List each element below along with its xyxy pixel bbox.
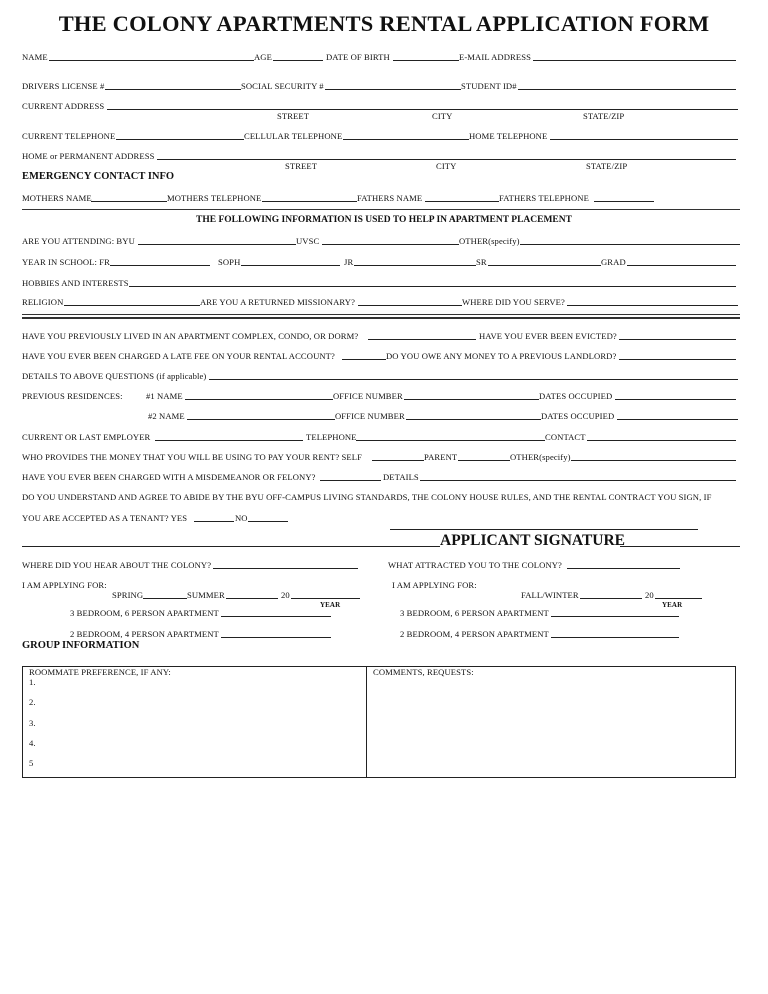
year-grad-field[interactable] — [627, 265, 736, 266]
home-city-caption: CITY — [436, 161, 457, 171]
summer-field[interactable] — [226, 598, 278, 599]
year-grad-label: GRAD — [601, 257, 626, 267]
right-3bed-label: 3 BEDROOM, 6 PERSON APARTMENT — [400, 608, 549, 618]
year-jr-field[interactable] — [354, 265, 476, 266]
drivers-license-label: DRIVERS LICENSE # — [22, 81, 105, 91]
owe-field[interactable] — [619, 359, 736, 360]
home-address-label: HOME or PERMANENT ADDRESS — [22, 151, 155, 161]
employer-phone-field[interactable] — [356, 440, 545, 441]
year-fr-field[interactable] — [110, 265, 210, 266]
residence2-name-label: #2 NAME — [148, 411, 185, 421]
rent-self-field[interactable] — [372, 460, 424, 461]
agreement-text: DO YOU UNDERSTAND AND AGREE TO ABIDE BY THE BYU OFF-CAMPUS LIVING STANDARDS, THE COLONY HOUSE RULES, AND THE RENTAL CONTRACT YOU SIGN, IF — [22, 492, 712, 502]
missionary-label: ARE YOU A RETURNED MISSIONARY? — [200, 297, 355, 307]
signature-line-upper[interactable] — [390, 529, 698, 530]
current-phone-label: CURRENT TELEPHONE — [22, 131, 116, 141]
hobbies-field[interactable] — [129, 286, 736, 287]
home-street-caption: STREET — [285, 161, 318, 171]
current-phone-field[interactable] — [116, 139, 244, 140]
divider — [22, 314, 740, 315]
comments-label: COMMENTS, REQUESTS: — [373, 667, 474, 677]
applying-right-label: I AM APPLYING FOR: — [392, 580, 477, 590]
rent-other-field[interactable] — [571, 460, 736, 461]
home-phone-field[interactable] — [550, 139, 738, 140]
summer-label: SUMMER — [187, 590, 225, 600]
email-field[interactable] — [533, 60, 736, 61]
year-jr-label: JR — [344, 257, 354, 267]
fallwinter-label: FALL/WINTER — [521, 590, 579, 600]
mothers-phone-field[interactable] — [262, 201, 357, 202]
left-3bed-label: 3 BEDROOM, 6 PERSON APARTMENT — [70, 608, 219, 618]
mothers-name-field[interactable] — [91, 201, 167, 202]
hear-label: WHERE DID YOU HEAR ABOUT THE COLONY? — [22, 560, 212, 570]
uvsc-field[interactable] — [322, 244, 459, 245]
residence2-dates-label: DATES OCCUPIED — [541, 411, 615, 421]
divider — [22, 209, 740, 210]
fathers-phone-field[interactable] — [594, 201, 654, 202]
form-title: THE COLONY APARTMENTS RENTAL APPLICATION FORM — [58, 11, 710, 36]
dob-label: DATE OF BIRTH — [326, 52, 390, 62]
left-year-prefix: 20 — [281, 590, 290, 600]
employer-contact-label: CONTACT — [545, 432, 586, 442]
fallwinter-field[interactable] — [580, 598, 642, 599]
felony-details-field[interactable] — [420, 480, 736, 481]
other-school-field[interactable] — [520, 244, 740, 245]
roommate-4[interactable]: 4. — [29, 738, 36, 748]
religion-field[interactable] — [64, 305, 200, 306]
mothers-name-label: MOTHERS NAME — [22, 193, 92, 203]
residence1-dates-label: DATES OCCUPIED — [539, 391, 613, 401]
current-street-caption: STREET — [277, 111, 310, 121]
fathers-name-field[interactable] — [425, 201, 499, 202]
residence1-office-label: OFFICE NUMBER — [333, 391, 403, 401]
employer-phone-label: TELEPHONE — [306, 432, 357, 442]
late-fee-field[interactable] — [342, 359, 386, 360]
residence2-name-field[interactable] — [187, 419, 335, 420]
applicant-signature-label: APPLICANT SIGNATURE — [440, 532, 626, 549]
left-year-field[interactable] — [291, 598, 360, 599]
student-id-field[interactable] — [518, 89, 736, 90]
residence2-dates-field[interactable] — [617, 419, 738, 420]
roommate-5[interactable]: 5 — [29, 758, 34, 768]
residence1-office-field[interactable] — [404, 399, 539, 400]
employer-contact-field[interactable] — [587, 440, 736, 441]
rent-parent-label: PARENT — [424, 452, 458, 462]
residence2-office-field[interactable] — [406, 419, 541, 420]
serve-label: WHERE DID YOU SERVE? — [462, 297, 565, 307]
byu-field[interactable] — [138, 244, 296, 245]
felony-details-label: DETAILS — [383, 472, 419, 482]
hear-field[interactable] — [213, 568, 358, 569]
right-3bed-field[interactable] — [551, 616, 679, 617]
spring-field[interactable] — [143, 598, 187, 599]
evicted-label: HAVE YOU EVER BEEN EVICTED? — [479, 331, 617, 341]
late-fee-label: HAVE YOU EVER BEEN CHARGED A LATE FEE ON YOUR RENTAL ACCOUNT? — [22, 351, 335, 361]
current-address-field[interactable] — [107, 109, 738, 110]
residences-label: PREVIOUS RESIDENCES: — [22, 391, 123, 401]
right-year-field[interactable] — [655, 598, 702, 599]
email-label: E-MAIL ADDRESS — [459, 52, 531, 62]
right-2bed-field[interactable] — [551, 637, 679, 638]
spring-label: SPRING — [112, 590, 144, 600]
roommate-label: ROOMMATE PREFERENCE, IF ANY: — [29, 667, 171, 677]
home-address-field[interactable] — [157, 159, 736, 160]
age-label: AGE — [254, 52, 272, 62]
serve-field[interactable] — [567, 305, 738, 306]
name-label: NAME — [22, 52, 48, 62]
divider-thick — [22, 317, 740, 319]
felony-label: HAVE YOU EVER BEEN CHARGED WITH A MISDEMEANOR OR FELONY? — [22, 472, 316, 482]
group-heading: GROUP INFORMATION — [22, 640, 140, 651]
right-year-prefix: 20 — [645, 590, 654, 600]
attracted-field[interactable] — [567, 568, 680, 569]
cell-phone-field[interactable] — [343, 139, 469, 140]
evicted-field[interactable] — [619, 339, 736, 340]
roommate-2[interactable]: 2. — [29, 697, 36, 707]
left-3bed-field[interactable] — [221, 616, 331, 617]
fathers-phone-label: FATHERS TELEPHONE — [499, 193, 589, 203]
current-statezip-caption: STATE/ZIP — [583, 111, 625, 121]
signature-line[interactable] — [22, 546, 440, 547]
dob-field[interactable] — [393, 60, 459, 61]
details-field[interactable] — [209, 379, 738, 380]
details-label: DETAILS TO ABOVE QUESTIONS (if applicable) — [22, 371, 207, 381]
employer-field[interactable] — [155, 440, 303, 441]
left-2bed-label: 2 BEDROOM, 4 PERSON APARTMENT — [70, 629, 219, 639]
right-year-caption: YEAR — [662, 601, 683, 609]
placement-heading: THE FOLLOWING INFORMATION IS USED TO HELP IN APARTMENT PLACEMENT — [196, 215, 572, 225]
drivers-license-field[interactable] — [105, 89, 241, 90]
student-id-label: STUDENT ID# — [461, 81, 517, 91]
rent-label: WHO PROVIDES THE MONEY THAT YOU WILL BE USING TO PAY YOUR RENT? SELF — [22, 452, 362, 462]
left-2bed-field[interactable] — [221, 637, 331, 638]
residence1-name-field[interactable] — [185, 399, 333, 400]
residence1-name-label: #1 NAME — [146, 391, 183, 401]
group-box-divider — [366, 666, 367, 778]
roommate-3[interactable]: 3. — [29, 718, 36, 728]
ssn-field[interactable] — [325, 89, 461, 90]
rent-other-label: OTHER(specify) — [510, 452, 571, 462]
ssn-label: SOCIAL SECURITY # — [241, 81, 324, 91]
comments-area[interactable] — [372, 680, 732, 774]
tenant-yes-field[interactable] — [194, 521, 234, 522]
year-soph-field[interactable] — [241, 265, 340, 266]
home-phone-label: HOME TELEPHONE — [469, 131, 548, 141]
other-school-label: OTHER(specify) — [459, 236, 520, 246]
rent-parent-field[interactable] — [458, 460, 510, 461]
attracted-label: WHAT ATTRACTED YOU TO THE COLONY? — [388, 560, 562, 570]
mothers-phone-label: MOTHERS TELEPHONE — [167, 193, 262, 203]
tenant-no-field[interactable] — [248, 521, 288, 522]
uvsc-label: UVSC — [296, 236, 320, 246]
year-fr-label: YEAR IN SCHOOL: FR — [22, 257, 110, 267]
missionary-field[interactable] — [358, 305, 462, 306]
prev-lived-field[interactable] — [368, 339, 476, 340]
religion-label: RELIGION — [22, 297, 64, 307]
current-city-caption: CITY — [432, 111, 453, 121]
emergency-heading: EMERGENCY CONTACT INFO — [22, 171, 175, 182]
owe-label: DO YOU OWE ANY MONEY TO A PREVIOUS LANDLORD? — [386, 351, 617, 361]
fathers-name-label: FATHERS NAME — [357, 193, 423, 203]
right-2bed-label: 2 BEDROOM, 4 PERSON APARTMENT — [400, 629, 549, 639]
left-year-caption: YEAR — [320, 601, 341, 609]
residence2-office-label: OFFICE NUMBER — [335, 411, 405, 421]
signature-line-right — [620, 546, 740, 547]
employer-label: CURRENT OR LAST EMPLOYER — [22, 432, 151, 442]
prev-lived-label: HAVE YOU PREVIOUSLY LIVED IN AN APARTMENT COMPLEX, CONDO, OR DORM? — [22, 331, 359, 341]
hobbies-label: HOBBIES AND INTERESTS — [22, 278, 129, 288]
residence1-dates-field[interactable] — [615, 399, 736, 400]
name-field[interactable] — [49, 60, 254, 61]
home-statezip-caption: STATE/ZIP — [586, 161, 628, 171]
year-sr-label: SR — [476, 257, 487, 267]
age-field[interactable] — [273, 60, 323, 61]
current-address-label: CURRENT ADDRESS — [22, 101, 105, 111]
tenant-no-label: NO — [235, 513, 248, 523]
tenant-yes-label: YOU ARE ACCEPTED AS A TENANT? YES — [22, 513, 188, 523]
roommate-1[interactable]: 1. — [29, 677, 36, 687]
felony-field[interactable] — [320, 480, 381, 481]
attending-label: ARE YOU ATTENDING: BYU — [22, 236, 135, 246]
applying-left-label: I AM APPLYING FOR: — [22, 580, 107, 590]
year-sr-field[interactable] — [488, 265, 601, 266]
cell-phone-label: CELLULAR TELEPHONE — [244, 131, 343, 141]
year-soph-label: SOPH — [218, 257, 241, 267]
